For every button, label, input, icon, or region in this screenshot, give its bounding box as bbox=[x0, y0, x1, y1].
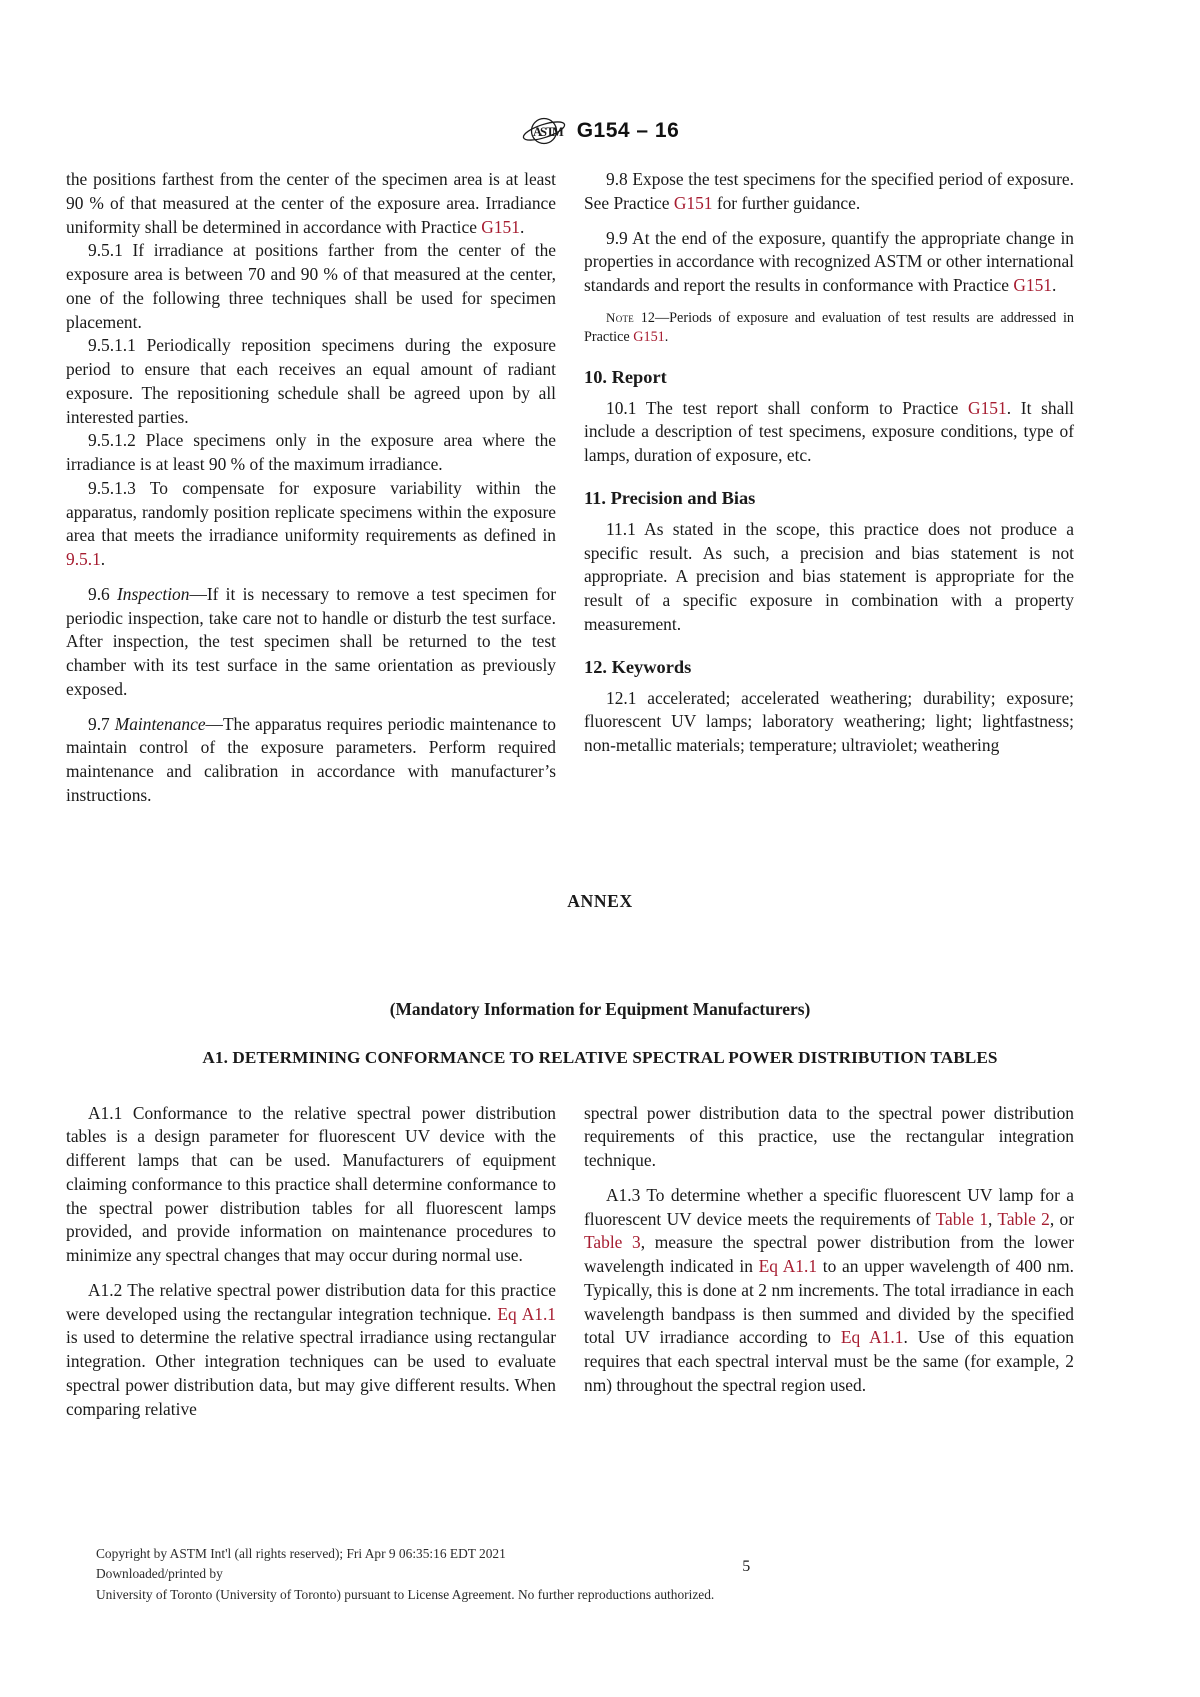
paragraph-a1-3-tail: . Use of this equation requires that each spectral interval must be the same (for example, 2 nm) throughout the spectral region used. bbox=[584, 1327, 1074, 1395]
paragraph-11-1: 11.1 As stated in the scope, this practice does not produce a specific result. As such, a precision and bias statement is not appropriate. A precision and bias statement is appropriate for the result of a specific exposure in combination with a property measurement. bbox=[584, 518, 1074, 634]
paragraph-9-5-1: 9.5.1 If irradiance at positions farther from the center of the exposure area is between 70 and 90 % of that measured at the center, one of the following three techniques shall be used for specimen placement. bbox=[66, 240, 556, 332]
paragraph-a1-3-sep-3: , measure the spectral power distribution from the lower wavelength indicated in bbox=[584, 1232, 1075, 1276]
paragraph-9-8-text: 9.8 Expose the test specimens for the specified period of exposure. See Practice bbox=[584, 169, 1074, 213]
note-12 bbox=[584, 309, 1074, 347]
section-heading-12: 12. Keywords bbox=[584, 656, 692, 677]
paragraph-a1-3-sep-1: , bbox=[988, 1208, 998, 1229]
paragraph-continuation bbox=[66, 168, 556, 239]
note-12-tail: . bbox=[664, 328, 669, 345]
reference-table-1[interactable]: Table 1 bbox=[935, 1208, 989, 1229]
svg-text:M: M bbox=[551, 125, 564, 139]
section-heading-11: 11. Precision and Bias bbox=[584, 487, 756, 508]
paragraph-9-5-1-3-tail: . bbox=[100, 549, 106, 569]
paragraph-10-1 bbox=[584, 397, 1074, 468]
note-label: Note bbox=[606, 309, 635, 325]
paragraph-a1-3-sep-4: to an upper wavelength of 400 nm. Typically, this is done at 2 nm increments. The total irradiance in each wavelength bandpass is then summed and divided by the specified total UV irradiance according to bbox=[584, 1256, 1074, 1348]
paragraph-9-6 bbox=[66, 583, 556, 702]
paragraph-9-5-1-2: 9.5.1.2 Place specimens only in the exposure area where the irradiance is at least 90 % of the maximum irradiance. bbox=[66, 430, 556, 474]
paragraph-continuation-text: the positions farthest from the center of the specimen area is at least 90 % of that measured at the center of the exposure area. Irradiance uniformity shall be determined in accordance with Practice bbox=[66, 169, 556, 237]
footer-line-downloaded: Downloaded/printed by bbox=[96, 1566, 223, 1581]
reference-eq-a1-1[interactable]: Eq A1.1 bbox=[497, 1303, 556, 1324]
paragraph-a1-2-text: A1.2 The relative spectral power distribution data for this practice were developed using the rectangular integration technique. bbox=[66, 1279, 556, 1324]
paragraph-9-9 bbox=[584, 227, 1074, 298]
annex-columns bbox=[0, 1068, 1200, 1422]
footer-copyright-block bbox=[96, 1544, 714, 1606]
paragraph-9-8 bbox=[584, 168, 1074, 216]
svg-text:S: S bbox=[539, 125, 547, 139]
paragraph-a1-1: A1.1 Conformance to the relative spectral power distribution tables is a design parameter for fluorescent UV device with the different lamps that can be used. Manufacturers of equipment claiming conformance to this practice shall determine conformance to the spectral power distribution tables for all fluorescent lamps provided, and provide information on maintenance procedures to minimize any spectral changes that may occur during normal use. bbox=[66, 1102, 556, 1265]
paragraph-a1-2-tail: is used to determine the relative spectral irradiance using rectangular integration. Other integration techniques can be used to evaluate spectral power distribution data, but may give different results. When comparing relative bbox=[66, 1327, 556, 1419]
svg-text:A: A bbox=[532, 125, 542, 139]
astm-logo bbox=[521, 115, 567, 147]
page-footer bbox=[0, 1544, 1200, 1606]
paragraph-a1-2-continuation: spectral power distribution data to the spectral power distribution requirements of this practice, use the rectangular integration technique. bbox=[584, 1102, 1074, 1170]
page-header bbox=[0, 0, 1200, 150]
paragraph-9-6-number: 9.6 bbox=[88, 583, 117, 604]
paragraph-9-5-1-1: 9.5.1.1 Periodically reposition specimens during the exposure period to ensure that each receives an equal amount of radiant exposure. The repositioning schedule shall be agreed upon by all interested parties. bbox=[66, 335, 556, 427]
standard-designation: G154 – 16 bbox=[576, 119, 680, 142]
annex-section-heading: A1. DETERMINING CONFORMANCE TO RELATIVE SPECTRAL POWER DISTRIBUTION TABLES bbox=[202, 1047, 998, 1067]
paragraph-a1-3-text: A1.3 To determine whether a specific fluorescent UV lamp for a fluorescent UV device meets the requirements of bbox=[584, 1184, 1074, 1229]
reference-table-3[interactable]: Table 3 bbox=[584, 1232, 641, 1253]
reference-g151[interactable]: G151 bbox=[1013, 275, 1052, 295]
paragraph-12-1: 12.1 accelerated; accelerated weathering; durability; exposure; fluorescent UV lamps; laboratory weathering; light; lightfastness; non-metallic materials; temperature; ultraviolet; weathering bbox=[584, 687, 1074, 756]
paragraph-9-7-text: —The apparatus requires periodic maintenance to maintain control of the exposure parameters. Perform required maintenance and calibration in accordance with manufacturer’s instructions. bbox=[66, 713, 556, 805]
paragraph-a1-3-sep-2: , or bbox=[1049, 1208, 1075, 1229]
reference-table-2[interactable]: Table 2 bbox=[997, 1208, 1050, 1229]
reference-9-5-1[interactable]: 9.5.1 bbox=[66, 549, 101, 569]
reference-g151[interactable]: G151 bbox=[633, 328, 665, 345]
paragraph-continuation-tail: . bbox=[519, 216, 525, 237]
main-body-columns bbox=[0, 150, 1200, 808]
annex-left-column bbox=[66, 1102, 556, 1422]
right-column bbox=[584, 168, 1074, 808]
reference-g151[interactable]: G151 bbox=[481, 216, 520, 237]
paragraph-9-6-term: Inspection bbox=[117, 583, 190, 604]
svg-text:T: T bbox=[545, 125, 555, 139]
paragraph-9-7 bbox=[66, 713, 556, 808]
left-column bbox=[66, 168, 556, 808]
paragraph-a1-2 bbox=[66, 1279, 556, 1422]
paragraph-9-9-text: 9.9 At the end of the exposure, quantify the appropriate change in properties in accordance with recognized ASTM or other international standards and report the results in conformance with Practice bbox=[584, 227, 1074, 295]
paragraph-10-1-tail: . It shall include a description of test specimens, exposure conditions, type of lamps, duration of exposure, etc. bbox=[584, 397, 1074, 466]
footer-line-copyright: Copyright by ASTM Int'l (all rights reserved); Fri Apr 9 06:35:16 EDT 2021 bbox=[96, 1545, 506, 1561]
reference-eq-a1-1[interactable]: Eq A1.1 bbox=[758, 1256, 818, 1276]
reference-eq-a1-1[interactable]: Eq A1.1 bbox=[840, 1327, 904, 1348]
paragraph-9-6-text: —If it is necessary to remove a test specimen for periodic inspection, take care not to handle or disturb the test surface. After inspection, the test specimen shall be returned to the test chamber with its test surface in the same orientation as previously exposed. bbox=[66, 583, 557, 699]
page-number: 5 bbox=[742, 1557, 751, 1575]
annex-title: ANNEX bbox=[567, 890, 633, 911]
annex-subtitle: (Mandatory Information for Equipment Manufacturers) bbox=[389, 998, 811, 1019]
paragraph-9-7-term: Maintenance bbox=[114, 713, 206, 734]
reference-g151[interactable]: G151 bbox=[968, 397, 1007, 418]
note-12-text: 12—Periods of exposure and evaluation of test results are addressed in Practice bbox=[584, 309, 1074, 345]
paragraph-9-5-1-3 bbox=[66, 477, 556, 572]
paragraph-10-1-text: 10.1 The test report shall conform to Practice bbox=[606, 397, 969, 418]
paragraph-9-9-tail: . bbox=[1051, 275, 1057, 295]
paragraph-a1-3 bbox=[584, 1184, 1074, 1398]
section-heading-10: 10. Report bbox=[584, 366, 667, 387]
annex-right-column bbox=[584, 1102, 1074, 1422]
paragraph-9-8-tail: for further guidance. bbox=[712, 192, 861, 213]
paragraph-9-7-number: 9.7 bbox=[88, 713, 115, 734]
reference-g151[interactable]: G151 bbox=[673, 192, 713, 213]
paragraph-9-5-1-3-text: 9.5.1.3 To compensate for exposure variability within the apparatus, randomly position replicate specimens within the exposure area that meets the irradiance uniformity requirements as defined in bbox=[66, 477, 556, 546]
footer-line-license: University of Toronto (University of Toronto) pursuant to License Agreement. No further reproductions authorized. bbox=[96, 1586, 715, 1602]
